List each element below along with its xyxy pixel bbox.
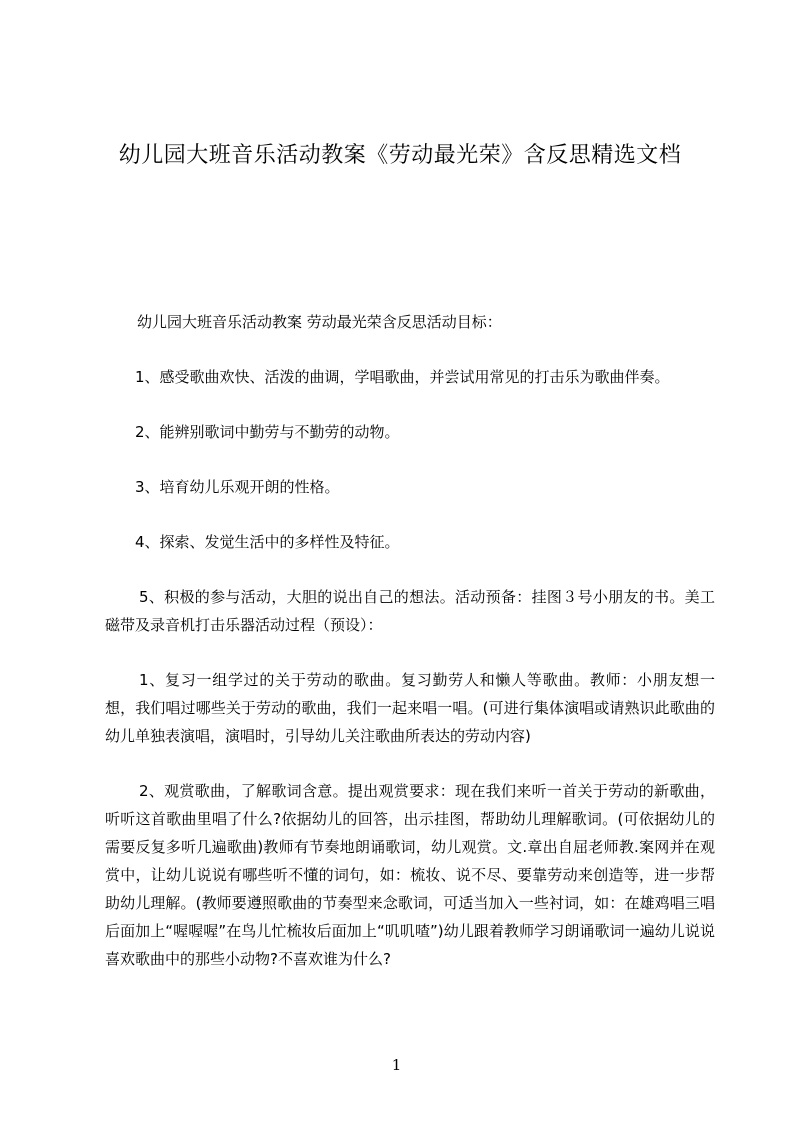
paragraph-goal-1: 1、感受歌曲欢快、活泼的曲调，学唱歌曲，并尝试用常见的打击乐为歌曲伴奏。 (135, 368, 670, 386)
document-title: 幼儿园大班音乐活动教案《劳动最光荣》含反思精选文档 (118, 143, 682, 168)
paragraph-process-1: 1、复习一组学过的关于劳动的歌曲。复习勤劳人和懒人等歌曲。教师：小朋友想一想，我们唱过哪些关于劳动的歌曲，我们一起来唱一唱。(可进行集体演唱或请熟识此歌曲的幼儿单独表演唱，演唱时，引导幼儿关注歌曲所表达的劳动内容) (105, 671, 715, 745)
document-body (105, 308, 715, 1000)
paragraph-goal-3: 3、培育幼儿乐观开朗的性格。 (135, 478, 340, 496)
page-number: 1 (391, 1056, 402, 1074)
paragraph-process-2: 2、观赏歌曲，了解歌词含意。提出观赏要求：现在我们来听一首关于劳动的新歌曲，听听这首歌曲里唱了什么?依据幼儿的回答，出示挂图，帮助幼儿理解歌词。(可依据幼儿的需要反复多听几遍歌曲)教师有节奏地朗诵歌词，幼儿观赏。文.章出自屈老师教.案网并在观赏中，让幼儿说说有哪些听不懂的词句，如：梳妆、说不尽、要靠劳动来创造等，进一步帮助幼儿理解。(教师要遵照歌曲的节奏型来念歌词，可适当加入一些衬词，如：在雄鸡唱三唱后面加上“喔喔喔”在鸟儿忙梳妆后面加上“叽叽喳”)幼儿跟着教师学习朗诵歌词一遍幼儿说说喜欢歌曲中的那些小动物?不喜欢谁为什么? (105, 782, 715, 968)
paragraph-goal-2: 2、能辨别歌词中勤劳与不勤劳的动物。 (135, 423, 400, 441)
paragraph-goal-5: 5、积极的参与活动，大胆的说出自己的想法。活动预备：挂图３号小朋友的书。美工磁带及录音机打击乐器活动过程（预设）： (105, 588, 715, 634)
paragraph-intro: 幼儿园大班音乐活动教案 劳动最光荣含反思活动目标： (137, 313, 502, 331)
paragraph-goal-4: 4、探索、发觉生活中的多样性及特征。 (135, 533, 400, 551)
